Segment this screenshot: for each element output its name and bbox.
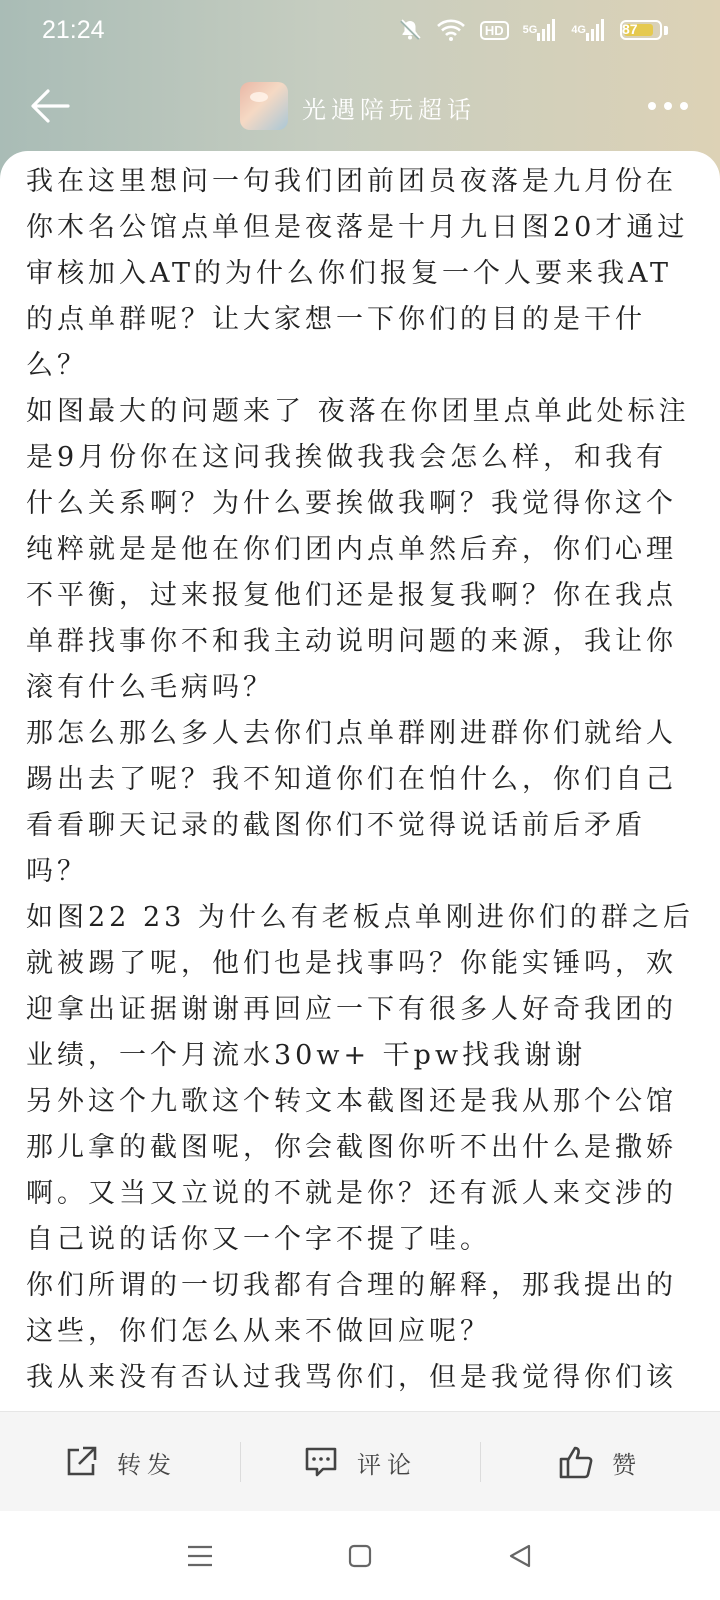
post-paragraph: 我在这里想问一句我们团前团员夜落是九月份在你木名公馆点单但是夜落是十月九日图20才通过审核加入AT的为什么你们报复一个人要来我AT的点单群呢？让大家想一下你们的目的是干什么？ bbox=[26, 166, 689, 381]
like-button[interactable] bbox=[480, 1412, 720, 1512]
bell-muted-icon bbox=[398, 18, 422, 42]
forward-button[interactable] bbox=[0, 1412, 240, 1512]
home-icon bbox=[345, 1541, 375, 1571]
comment-label: 评论 bbox=[357, 1450, 417, 1479]
top-bar bbox=[0, 64, 720, 148]
more-button[interactable] bbox=[648, 94, 694, 118]
action-bar bbox=[0, 1411, 720, 1512]
signal-icon bbox=[586, 19, 606, 41]
wifi-icon bbox=[436, 18, 466, 42]
status-bar bbox=[0, 0, 720, 64]
topic-avatar[interactable] bbox=[240, 82, 288, 130]
signal-5g bbox=[523, 19, 558, 41]
menu-icon bbox=[185, 1541, 215, 1571]
post-paragraph: 那怎么那么多人去你们点单群刚进群你们就给人踢出去了呢？我不知道你们在怕什么，你们自己看看聊天记录的截图你们不觉得说话前后矛盾吗？ bbox=[26, 718, 677, 887]
post-paragraph: 我从来没有否认过我骂你们，但是我觉得你们该 bbox=[26, 1362, 677, 1393]
home-button[interactable] bbox=[340, 1536, 380, 1576]
back-button[interactable] bbox=[26, 82, 74, 130]
thumbs-up-icon bbox=[558, 1444, 594, 1480]
comment-button[interactable] bbox=[240, 1412, 480, 1512]
comment-icon bbox=[303, 1444, 339, 1480]
battery-level: 87 bbox=[622, 21, 638, 37]
battery-icon bbox=[620, 20, 662, 40]
nav-back-button[interactable] bbox=[500, 1536, 540, 1576]
hd-badge: HD bbox=[480, 21, 509, 40]
signal-icon bbox=[537, 19, 557, 41]
back-arrow-icon bbox=[26, 82, 74, 130]
post-paragraph: 你们所谓的一切我都有合理的解释，那我提出的这些，你们怎么从来不做回应呢？ bbox=[26, 1270, 677, 1347]
post-paragraph: 如图最大的问题来了 夜落在你团里点单此处标注是9月份你在这问我挨做我我会怎么样，和我有什么关系啊？为什么要挨做我啊？我觉得你这个纯粹就是是他在你们团内点单然后弃，你们心理不平衡，过来报复他们还是报复我啊？你在我点单群找事你不和我主动说明问题的来源，我让你滚有什么毛病吗？ bbox=[26, 396, 690, 703]
post-body bbox=[26, 159, 698, 1401]
signal-4g bbox=[571, 19, 606, 41]
net-type-4g: 4G bbox=[571, 24, 586, 36]
more-dots-icon bbox=[648, 102, 688, 110]
forward-label: 转发 bbox=[117, 1450, 177, 1479]
nav-back-icon bbox=[505, 1541, 535, 1571]
battery-tip bbox=[664, 26, 668, 35]
like-label: 赞 bbox=[612, 1450, 642, 1479]
topic-title[interactable]: 光遇陪玩超话 bbox=[302, 96, 476, 124]
post-paragraph: 另外这个九歌这个转文本截图还是我从那个公馆那儿拿的截图呢，你会截图你听不出什么是撒娇啊。又当又立说的不就是你？还有派人来交涉的自己说的话你又一个字不提了哇。 bbox=[26, 1086, 677, 1255]
menu-button[interactable] bbox=[180, 1536, 220, 1576]
share-out-icon bbox=[63, 1444, 99, 1480]
post-card bbox=[0, 151, 720, 1411]
system-nav-bar bbox=[0, 1511, 720, 1600]
net-type-5g: 5G bbox=[522, 24, 538, 36]
post-paragraph: 如图22 23 为什么有老板点单刚进你们的群之后就被踢了呢，他们也是找事吗？你能实锤吗，欢迎拿出证据谢谢再回应一下有很多人好奇我团的业绩，一个月流水30w+ 干pw找我谢谢 bbox=[26, 902, 694, 1071]
status-icons bbox=[398, 18, 668, 42]
status-time: 21:24 bbox=[42, 16, 105, 44]
